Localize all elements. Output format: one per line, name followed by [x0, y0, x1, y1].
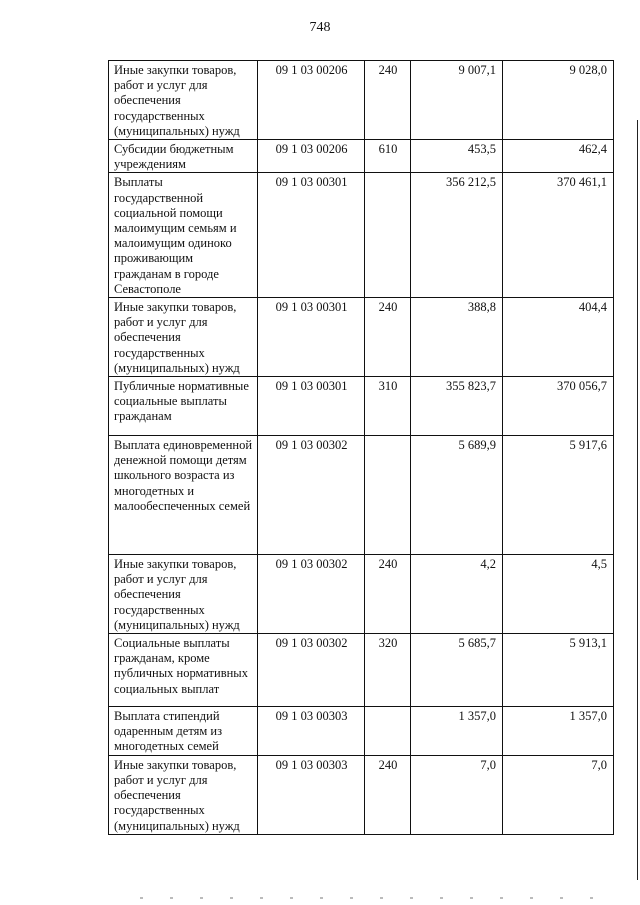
row-amount-year2-cell: 5 917,6 [503, 436, 614, 555]
page-number: 748 [309, 20, 331, 35]
row-amount-year1-cell: 7,0 [411, 755, 503, 834]
row-expense-type-cell: 610 [365, 140, 411, 173]
row-amount-year2-cell: 404,4 [503, 298, 614, 377]
row-amount-year2-cell: 5 913,1 [503, 634, 614, 707]
scan-bottom-specks [140, 897, 610, 899]
row-name-cell: Выплата стипендий одаренным детям из многодетных семей [109, 707, 258, 756]
row-code-cell: 09 1 03 00302 [258, 555, 365, 634]
row-amount-year2-cell: 370 056,7 [503, 377, 614, 436]
table-row [109, 634, 614, 707]
row-expense-type-cell [365, 707, 411, 756]
row-code-cell: 09 1 03 00301 [258, 298, 365, 377]
row-name-cell: Иные закупки товаров, работ и услуг для обеспечения государственных (муниципальных) нужд [109, 755, 258, 834]
row-amount-year1-cell: 9 007,1 [411, 61, 503, 140]
row-code-cell: 09 1 03 00301 [258, 377, 365, 436]
table-row [109, 140, 614, 173]
row-amount-year2-cell: 7,0 [503, 755, 614, 834]
row-amount-year2-cell: 4,5 [503, 555, 614, 634]
row-amount-year1-cell: 5 685,7 [411, 634, 503, 707]
table-row [109, 377, 614, 436]
row-code-cell: 09 1 03 00301 [258, 173, 365, 298]
row-amount-year1-cell: 388,8 [411, 298, 503, 377]
table-row [109, 755, 614, 834]
table-row [109, 173, 614, 298]
row-name-cell: Иные закупки товаров, работ и услуг для обеспечения государственных (муниципальных) нужд [109, 61, 258, 140]
row-name-cell: Публичные нормативные социальные выплаты гражданам [109, 377, 258, 436]
row-expense-type-cell: 310 [365, 377, 411, 436]
row-amount-year2-cell: 9 028,0 [503, 61, 614, 140]
row-amount-year1-cell: 355 823,7 [411, 377, 503, 436]
row-name-cell: Выплата единовременной денежной помощи детям школьного возраста из многодетных и малообеспеченных семей [109, 436, 258, 555]
row-code-cell: 09 1 03 00303 [258, 707, 365, 756]
row-name-cell: Иные закупки товаров, работ и услуг для обеспечения государственных (муниципальных) нужд [109, 555, 258, 634]
row-expense-type-cell [365, 173, 411, 298]
row-amount-year2-cell: 1 357,0 [503, 707, 614, 756]
table-row [109, 298, 614, 377]
row-code-cell: 09 1 03 00303 [258, 755, 365, 834]
row-expense-type-cell: 240 [365, 298, 411, 377]
row-name-cell: Иные закупки товаров, работ и услуг для обеспечения государственных (муниципальных) нужд [109, 298, 258, 377]
row-expense-type-cell [365, 436, 411, 555]
row-name-cell: Социальные выплаты гражданам, кроме публичных нормативных социальных выплат [109, 634, 258, 707]
row-amount-year1-cell: 453,5 [411, 140, 503, 173]
budget-table-body [109, 61, 614, 835]
row-code-cell: 09 1 03 00302 [258, 634, 365, 707]
row-expense-type-cell: 240 [365, 755, 411, 834]
row-expense-type-cell: 240 [365, 61, 411, 140]
table-row [109, 61, 614, 140]
row-amount-year1-cell: 4,2 [411, 555, 503, 634]
row-expense-type-cell: 240 [365, 555, 411, 634]
row-expense-type-cell: 320 [365, 634, 411, 707]
row-amount-year1-cell: 356 212,5 [411, 173, 503, 298]
table-row [109, 707, 614, 756]
row-name-cell: Субсидии бюджетным учреждениям [109, 140, 258, 173]
row-code-cell: 09 1 03 00302 [258, 436, 365, 555]
table-row [109, 436, 614, 555]
scan-edge-line [637, 120, 638, 880]
table-row [109, 555, 614, 634]
row-name-cell: Выплаты государственной социальной помощи малоимущим семьям и малоимущим одиноко проживающим гражданам в городе Севастополе [109, 173, 258, 298]
row-amount-year1-cell: 5 689,9 [411, 436, 503, 555]
row-amount-year2-cell: 462,4 [503, 140, 614, 173]
row-amount-year1-cell: 1 357,0 [411, 707, 503, 756]
row-amount-year2-cell: 370 461,1 [503, 173, 614, 298]
row-code-cell: 09 1 03 00206 [258, 61, 365, 140]
budget-table [108, 60, 614, 835]
row-code-cell: 09 1 03 00206 [258, 140, 365, 173]
